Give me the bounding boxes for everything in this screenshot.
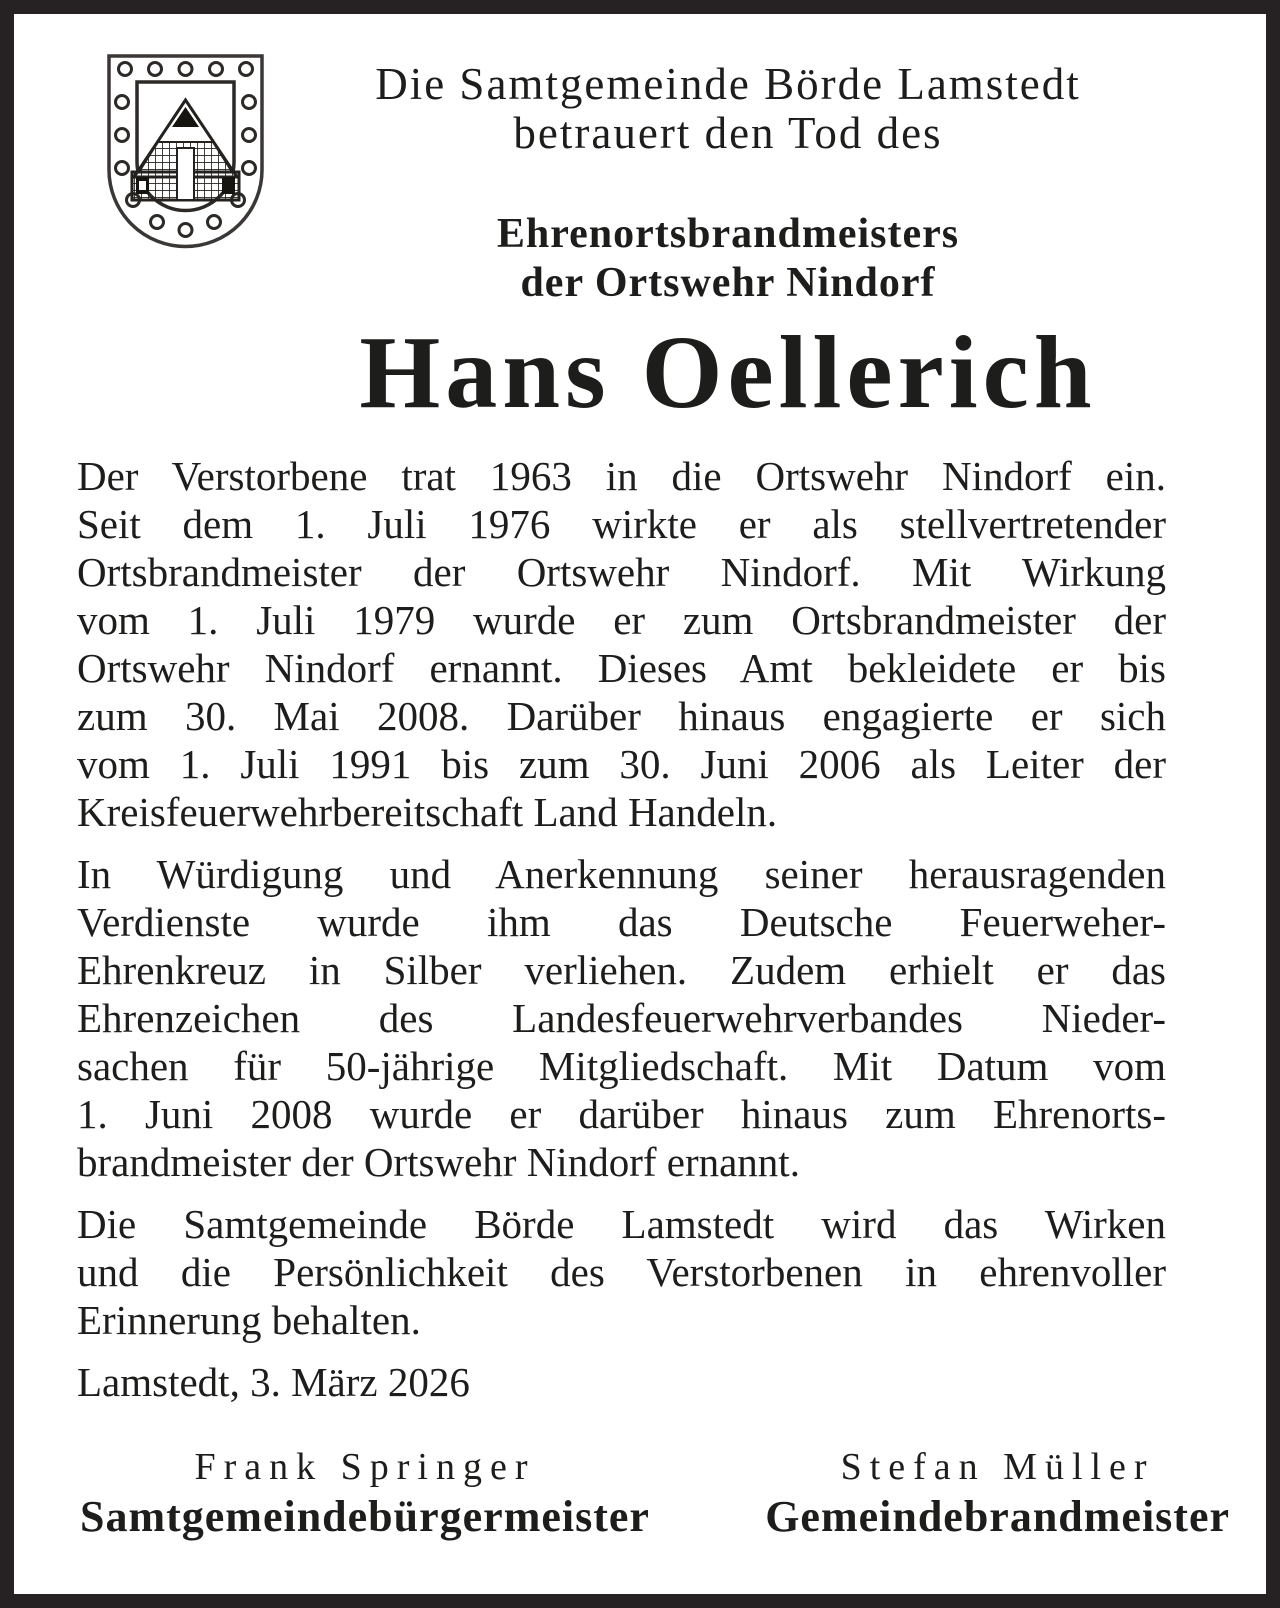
paragraph-line: Der Verstorbene trat 1963 in die Ortswehr Nindorf ein. [77,453,1166,499]
paragraph-line: Kreisfeuerwehrbereitschaft Land Handeln. [77,789,778,835]
paragraph [77,850,1166,1186]
signature-right [765,1442,1230,1542]
role-text [290,210,1166,308]
coat-of-arms-icon [99,50,272,255]
paragraph-line: zum 30. Mai 2008. Darüber hinaus engagierte er sich [77,693,1166,739]
paragraph-line: Ortsbrandmeister der Ortswehr Nindorf. Mit Wirkung [77,549,1166,595]
intro-line-1: Die Samtgemeinde Börde Lamstedt [375,59,1081,109]
signature-name: Frank Springer [194,1446,536,1488]
header [290,60,1166,428]
paragraph [77,452,1166,836]
signature-left [80,1442,650,1542]
role-line-1: Ehrenortsbrandmeisters [496,211,960,257]
dateline: Lamstedt, 3. März 2026 [77,1359,470,1405]
deceased-name: Hans Oellerich [359,315,1097,430]
paragraph-line: Die Samtgemeinde Börde Lamstedt wird das Wirken [77,1201,1166,1247]
paragraph-line: brandmeister der Ortswehr Nindorf ernannt. [77,1139,800,1185]
paragraph [77,1200,1166,1344]
dateline-wrap [77,1358,1166,1406]
paragraph-line: Ehrenzeichen des Landesfeuerwehrverbandes Nieder- [77,995,1166,1041]
paragraph-line: Verdienste wurde ihm das Deutsche Feuerweher- [77,899,1166,945]
paragraph-line: 1. Juni 2008 wurde er darüber hinaus zum Ehrenorts- [77,1091,1166,1137]
signatures [14,1442,1266,1542]
signature-title: Gemeindebrandmeister [765,1492,1230,1541]
body-text [77,452,1166,1344]
paragraph-line: In Würdigung und Anerkennung seiner herausragenden [77,851,1166,897]
paragraph-line: sachen für 50-jährige Mitgliedschaft. Mit Datum vom [77,1043,1166,1089]
paragraph-line: Ortswehr Nindorf ernannt. Dieses Amt bekleidete er bis [77,645,1166,691]
role-line-2: der Ortswehr Nindorf [520,260,936,306]
paragraph-line: Erinnerung behalten. [77,1297,421,1343]
paragraph-line: vom 1. Juli 1991 bis zum 30. Juni 2006 als Leiter der [77,741,1166,787]
intro-line-2: betrauert den Tod des [513,108,943,158]
signature-title: Samtgemeindebürgermeister [80,1492,650,1541]
paragraph-line: und die Persönlichkeit des Verstorbenen in ehrenvoller [77,1249,1166,1295]
intro-text [290,60,1166,158]
signature-name: Stefan Müller [840,1446,1155,1488]
paragraph-line: Ehrenkreuz in Silber verliehen. Zudem erhielt er das [77,947,1166,993]
paragraph-line: vom 1. Juli 1979 wurde er zum Ortsbrandmeister der [77,597,1166,643]
paragraph-line: Seit dem 1. Juli 1976 wirkte er als stellvertretender [77,501,1166,547]
